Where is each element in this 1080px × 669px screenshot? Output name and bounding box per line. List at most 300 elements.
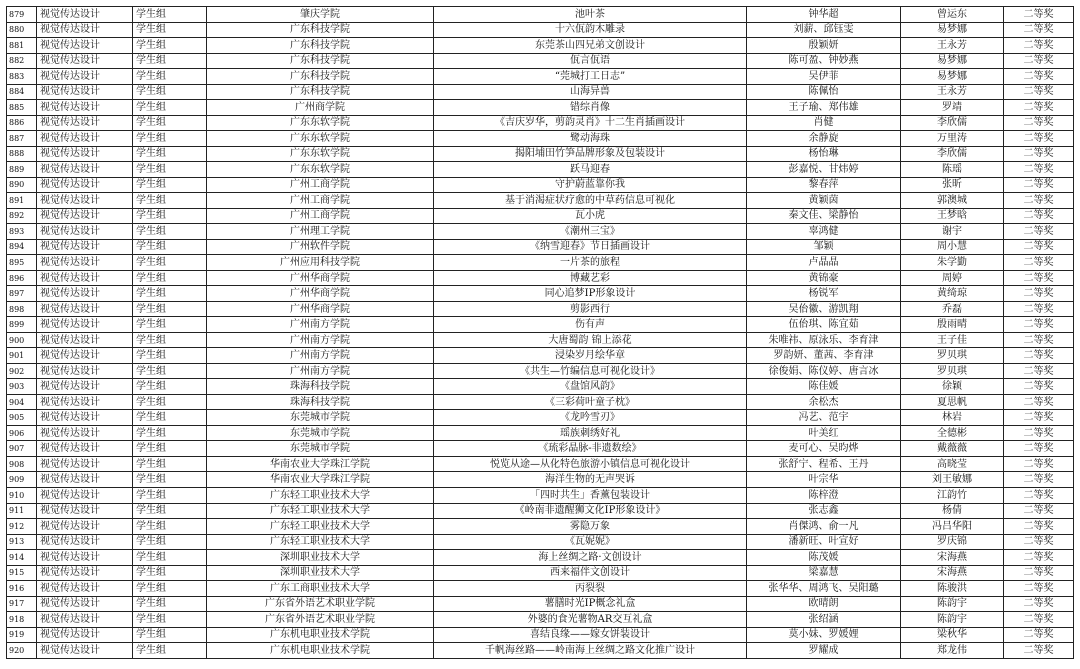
category-cell: 视觉传达设计 [37, 363, 133, 379]
row-number: 903 [7, 379, 37, 395]
advisor-cell: 夏思帆 [901, 394, 1004, 410]
work-title-cell: 守护蔚蓝靠你我 [434, 177, 747, 193]
authors-cell: 邹颖 [747, 239, 901, 255]
group-cell: 学生组 [133, 348, 207, 364]
group-cell: 学生组 [133, 208, 207, 224]
row-number: 886 [7, 115, 37, 131]
work-title-cell: 跃马迎春 [434, 162, 747, 178]
category-cell: 视觉传达设计 [37, 69, 133, 85]
table-row [7, 519, 1074, 535]
category-cell: 视觉传达设计 [37, 208, 133, 224]
row-number: 914 [7, 550, 37, 566]
authors-cell: 肖健 [747, 115, 901, 131]
school-cell: 广东机电职业技术学院 [207, 627, 434, 643]
school-cell: 广州华商学院 [207, 286, 434, 302]
group-cell: 学生组 [133, 255, 207, 271]
row-number: 889 [7, 162, 37, 178]
row-number: 890 [7, 177, 37, 193]
advisor-cell: 王子佳 [901, 332, 1004, 348]
group-cell: 学生组 [133, 550, 207, 566]
advisor-cell: 黄绮琼 [901, 286, 1004, 302]
advisor-cell: 宋海燕 [901, 565, 1004, 581]
table-row [7, 301, 1074, 317]
award-cell: 二等奖 [1004, 456, 1074, 472]
group-cell: 学生组 [133, 487, 207, 503]
work-title-cell: 鹭动海珠 [434, 131, 747, 147]
category-cell: 视觉传达设计 [37, 643, 133, 659]
table-row [7, 612, 1074, 628]
award-cell: 二等奖 [1004, 410, 1074, 426]
group-cell: 学生组 [133, 7, 207, 23]
award-cell: 二等奖 [1004, 193, 1074, 209]
award-cell: 二等奖 [1004, 100, 1074, 116]
group-cell: 学生组 [133, 363, 207, 379]
authors-cell: 王子瑜、郑伟雄 [747, 100, 901, 116]
work-title-cell: 佤言佤语 [434, 53, 747, 69]
authors-cell: 杨怡琳 [747, 146, 901, 162]
category-cell: 视觉传达设计 [37, 317, 133, 333]
row-number: 912 [7, 519, 37, 535]
advisor-cell: 王梦晗 [901, 208, 1004, 224]
table-row [7, 379, 1074, 395]
table-row [7, 317, 1074, 333]
school-cell: 深圳职业技术大学 [207, 565, 434, 581]
school-cell: 广东东软学院 [207, 146, 434, 162]
advisor-cell: 郭澳城 [901, 193, 1004, 209]
award-cell: 二等奖 [1004, 224, 1074, 240]
work-title-cell: 《岭南非遗醒狮文化IP形象设计》 [434, 503, 747, 519]
work-title-cell: 错综肖像 [434, 100, 747, 116]
category-cell: 视觉传达设计 [37, 7, 133, 23]
table-row [7, 115, 1074, 131]
school-cell: 广州理工学院 [207, 224, 434, 240]
table-row [7, 255, 1074, 271]
school-cell: 广州工商学院 [207, 193, 434, 209]
school-cell: 广东科技学院 [207, 53, 434, 69]
group-cell: 学生组 [133, 286, 207, 302]
authors-cell: 殷颖妍 [747, 38, 901, 54]
work-title-cell: 山海异兽 [434, 84, 747, 100]
authors-cell: 张志鑫 [747, 503, 901, 519]
group-cell: 学生组 [133, 581, 207, 597]
school-cell: 广州商学院 [207, 100, 434, 116]
table-row [7, 100, 1074, 116]
award-cell: 二等奖 [1004, 84, 1074, 100]
row-number: 915 [7, 565, 37, 581]
table-row [7, 565, 1074, 581]
advisor-cell: 谢宇 [901, 224, 1004, 240]
awards-table-wrap [6, 6, 1074, 659]
award-cell: 二等奖 [1004, 38, 1074, 54]
school-cell: 广东科技学院 [207, 69, 434, 85]
authors-cell: 陈茂媛 [747, 550, 901, 566]
advisor-cell: 林岩 [901, 410, 1004, 426]
work-title-cell: 悦览从途—从化特色旅游小镇信息可视化设计 [434, 456, 747, 472]
authors-cell: 秦文佳、梁静怡 [747, 208, 901, 224]
group-cell: 学生组 [133, 22, 207, 38]
school-cell: 广东轻工职业技术大学 [207, 519, 434, 535]
group-cell: 学生组 [133, 38, 207, 54]
award-cell: 二等奖 [1004, 425, 1074, 441]
authors-cell: 张舒宁、程希、王丹 [747, 456, 901, 472]
row-number: 900 [7, 332, 37, 348]
group-cell: 学生组 [133, 441, 207, 457]
school-cell: 广州软件学院 [207, 239, 434, 255]
school-cell: 广东科技学院 [207, 84, 434, 100]
advisor-cell: 刘王敏娜 [901, 472, 1004, 488]
advisor-cell: 李欣儒 [901, 146, 1004, 162]
authors-cell: 黎春萍 [747, 177, 901, 193]
group-cell: 学生组 [133, 53, 207, 69]
category-cell: 视觉传达设计 [37, 38, 133, 54]
work-title-cell: 基于消渴症状疗愈的中草药信息可视化 [434, 193, 747, 209]
award-cell: 二等奖 [1004, 146, 1074, 162]
work-title-cell: 《盘馆风韵》 [434, 379, 747, 395]
school-cell: 广东省外语艺术职业学院 [207, 596, 434, 612]
school-cell: 广东省外语艺术职业学院 [207, 612, 434, 628]
group-cell: 学生组 [133, 425, 207, 441]
row-number: 880 [7, 22, 37, 38]
authors-cell: 冯艺、范宇 [747, 410, 901, 426]
work-title-cell: 十六佤韵木雕录 [434, 22, 747, 38]
category-cell: 视觉传达设计 [37, 379, 133, 395]
group-cell: 学生组 [133, 317, 207, 333]
category-cell: 视觉传达设计 [37, 332, 133, 348]
school-cell: 珠海科技学院 [207, 379, 434, 395]
work-title-cell: 同心追梦IP形象设计 [434, 286, 747, 302]
authors-cell: 叶宗华 [747, 472, 901, 488]
table-row [7, 596, 1074, 612]
school-cell: 广州南方学院 [207, 363, 434, 379]
authors-cell: 黄锦豪 [747, 270, 901, 286]
category-cell: 视觉传达设计 [37, 270, 133, 286]
school-cell: 东莞城市学院 [207, 425, 434, 441]
school-cell: 广州工商学院 [207, 177, 434, 193]
table-row [7, 348, 1074, 364]
row-number: 919 [7, 627, 37, 643]
authors-cell: 梁嘉慧 [747, 565, 901, 581]
row-number: 882 [7, 53, 37, 69]
work-title-cell: 大唐蜀韵 锦上添花 [434, 332, 747, 348]
group-cell: 学生组 [133, 146, 207, 162]
table-row [7, 534, 1074, 550]
award-cell: 二等奖 [1004, 22, 1074, 38]
group-cell: 学生组 [133, 100, 207, 116]
category-cell: 视觉传达设计 [37, 255, 133, 271]
work-title-cell: 瓦小虎 [434, 208, 747, 224]
work-title-cell: 《三彩荷叶童子枕》 [434, 394, 747, 410]
table-row [7, 581, 1074, 597]
authors-cell: 徐俊娟、陈仪婷、唐言冰 [747, 363, 901, 379]
category-cell: 视觉传达设计 [37, 596, 133, 612]
award-cell: 二等奖 [1004, 301, 1074, 317]
group-cell: 学生组 [133, 643, 207, 659]
row-number: 881 [7, 38, 37, 54]
advisor-cell: 冯吕华阳 [901, 519, 1004, 535]
table-row [7, 38, 1074, 54]
group-cell: 学生组 [133, 131, 207, 147]
award-cell: 二等奖 [1004, 348, 1074, 364]
authors-cell: 麦可心、吴昀烨 [747, 441, 901, 457]
group-cell: 学生组 [133, 69, 207, 85]
row-number: 888 [7, 146, 37, 162]
group-cell: 学生组 [133, 239, 207, 255]
award-cell: 二等奖 [1004, 627, 1074, 643]
row-number: 904 [7, 394, 37, 410]
work-title-cell: 揭阳埔田竹笋品牌形象及包装设计 [434, 146, 747, 162]
authors-cell: 朱唯祎、原泳乐、李育津 [747, 332, 901, 348]
table-row [7, 425, 1074, 441]
group-cell: 学生组 [133, 456, 207, 472]
category-cell: 视觉传达设计 [37, 162, 133, 178]
row-number: 892 [7, 208, 37, 224]
advisor-cell: 宋海燕 [901, 550, 1004, 566]
table-row [7, 69, 1074, 85]
school-cell: 广州华商学院 [207, 270, 434, 286]
row-number: 885 [7, 100, 37, 116]
award-cell: 二等奖 [1004, 363, 1074, 379]
advisor-cell: 罗庆锦 [901, 534, 1004, 550]
authors-cell: 辜鸿健 [747, 224, 901, 240]
row-number: 913 [7, 534, 37, 550]
table-row [7, 286, 1074, 302]
award-cell: 二等奖 [1004, 286, 1074, 302]
table-row [7, 53, 1074, 69]
work-title-cell: 《琉彩晶脉-非遗数绘》 [434, 441, 747, 457]
table-row [7, 177, 1074, 193]
row-number: 910 [7, 487, 37, 503]
row-number: 879 [7, 7, 37, 23]
authors-cell: 潘新旺、叶宣好 [747, 534, 901, 550]
advisor-cell: 朱学勤 [901, 255, 1004, 271]
category-cell: 视觉传达设计 [37, 550, 133, 566]
advisor-cell: 王永芳 [901, 84, 1004, 100]
advisor-cell: 张昕 [901, 177, 1004, 193]
table-row [7, 131, 1074, 147]
award-cell: 二等奖 [1004, 612, 1074, 628]
category-cell: 视觉传达设计 [37, 565, 133, 581]
category-cell: 视觉传达设计 [37, 301, 133, 317]
group-cell: 学生组 [133, 193, 207, 209]
group-cell: 学生组 [133, 534, 207, 550]
group-cell: 学生组 [133, 472, 207, 488]
category-cell: 视觉传达设计 [37, 441, 133, 457]
category-cell: 视觉传达设计 [37, 286, 133, 302]
award-cell: 二等奖 [1004, 394, 1074, 410]
authors-cell: 张绍涵 [747, 612, 901, 628]
authors-cell: 余静旋 [747, 131, 901, 147]
category-cell: 视觉传达设计 [37, 519, 133, 535]
authors-cell: 吴伊菲 [747, 69, 901, 85]
work-title-cell: 西来福伴文创设计 [434, 565, 747, 581]
table-body [7, 7, 1074, 659]
school-cell: 广州工商学院 [207, 208, 434, 224]
award-cell: 二等奖 [1004, 270, 1074, 286]
school-cell: 广州南方学院 [207, 317, 434, 333]
row-number: 898 [7, 301, 37, 317]
work-title-cell: 外婆的食光薯物AR交互礼盒 [434, 612, 747, 628]
category-cell: 视觉传达设计 [37, 224, 133, 240]
table-row [7, 332, 1074, 348]
advisor-cell: 陈骏洪 [901, 581, 1004, 597]
row-number: 907 [7, 441, 37, 457]
work-title-cell: 丙裂裂 [434, 581, 747, 597]
advisor-cell: 曾运东 [901, 7, 1004, 23]
award-cell: 二等奖 [1004, 550, 1074, 566]
advisor-cell: 乔磊 [901, 301, 1004, 317]
work-title-cell: 《共生—竹编信息可视化设计》 [434, 363, 747, 379]
school-cell: 广东轻工职业技术大学 [207, 487, 434, 503]
group-cell: 学生组 [133, 332, 207, 348]
advisor-cell: 罗贝琪 [901, 363, 1004, 379]
group-cell: 学生组 [133, 596, 207, 612]
table-row [7, 643, 1074, 659]
advisor-cell: 罗贝琪 [901, 348, 1004, 364]
advisor-cell: 易梦娜 [901, 53, 1004, 69]
table-row [7, 394, 1074, 410]
row-number: 891 [7, 193, 37, 209]
school-cell: 广州南方学院 [207, 332, 434, 348]
school-cell: 广东东软学院 [207, 131, 434, 147]
category-cell: 视觉传达设计 [37, 22, 133, 38]
school-cell: 广东科技学院 [207, 22, 434, 38]
school-cell: 广东工商职业技术大学 [207, 581, 434, 597]
work-title-cell: 瑶族刺绣好礼 [434, 425, 747, 441]
work-title-cell: 《吉庆岁华，剪韵灵肖》十二生肖插画设计 [434, 115, 747, 131]
table-row [7, 627, 1074, 643]
group-cell: 学生组 [133, 224, 207, 240]
authors-cell: 陈可盈、钟妙燕 [747, 53, 901, 69]
advisor-cell: 罗靖 [901, 100, 1004, 116]
category-cell: 视觉传达设计 [37, 534, 133, 550]
advisor-cell: 陈韵宇 [901, 596, 1004, 612]
work-title-cell: 海洋生物的无声哭诉 [434, 472, 747, 488]
table-row [7, 146, 1074, 162]
table-row [7, 363, 1074, 379]
authors-cell: 钟华超 [747, 7, 901, 23]
school-cell: 深圳职业技术大学 [207, 550, 434, 566]
authors-cell: 罗耀成 [747, 643, 901, 659]
authors-cell: 陈佩怡 [747, 84, 901, 100]
authors-cell: 杨锐军 [747, 286, 901, 302]
advisor-cell: 陈瑶 [901, 162, 1004, 178]
group-cell: 学生组 [133, 394, 207, 410]
school-cell: 广东东软学院 [207, 162, 434, 178]
row-number: 894 [7, 239, 37, 255]
group-cell: 学生组 [133, 627, 207, 643]
award-cell: 二等奖 [1004, 53, 1074, 69]
advisor-cell: 易梦娜 [901, 69, 1004, 85]
table-row [7, 503, 1074, 519]
row-number: 917 [7, 596, 37, 612]
table-row [7, 441, 1074, 457]
category-cell: 视觉传达设计 [37, 394, 133, 410]
row-number: 918 [7, 612, 37, 628]
award-cell: 二等奖 [1004, 581, 1074, 597]
category-cell: 视觉传达设计 [37, 627, 133, 643]
school-cell: 广州应用科技学院 [207, 255, 434, 271]
award-cell: 二等奖 [1004, 519, 1074, 535]
school-cell: 广东轻工职业技术大学 [207, 503, 434, 519]
group-cell: 学生组 [133, 379, 207, 395]
award-cell: 二等奖 [1004, 208, 1074, 224]
category-cell: 视觉传达设计 [37, 410, 133, 426]
advisor-cell: 郑龙伟 [901, 643, 1004, 659]
category-cell: 视觉传达设计 [37, 581, 133, 597]
table-row [7, 472, 1074, 488]
row-number: 902 [7, 363, 37, 379]
award-cell: 二等奖 [1004, 69, 1074, 85]
category-cell: 视觉传达设计 [37, 472, 133, 488]
category-cell: 视觉传达设计 [37, 100, 133, 116]
authors-cell: 刘薪、邱钰雯 [747, 22, 901, 38]
award-cell: 二等奖 [1004, 332, 1074, 348]
category-cell: 视觉传达设计 [37, 239, 133, 255]
work-title-cell: 东莞茶山四兄弟文创设计 [434, 38, 747, 54]
school-cell: 东莞城市学院 [207, 410, 434, 426]
award-cell: 二等奖 [1004, 131, 1074, 147]
work-title-cell: 「四时共生」香薰包装设计 [434, 487, 747, 503]
table-row [7, 239, 1074, 255]
school-cell: 华南农业大学珠江学院 [207, 456, 434, 472]
row-number: 911 [7, 503, 37, 519]
school-cell: 广东东软学院 [207, 115, 434, 131]
authors-cell: 张华华、周鸿飞、吴阳璐 [747, 581, 901, 597]
authors-cell: 陈佳媛 [747, 379, 901, 395]
row-number: 897 [7, 286, 37, 302]
row-number: 896 [7, 270, 37, 286]
work-title-cell: 喜结良缘——嫁女饼装设计 [434, 627, 747, 643]
group-cell: 学生组 [133, 519, 207, 535]
award-cell: 二等奖 [1004, 177, 1074, 193]
authors-cell: 彭嘉悦、甘炜婷 [747, 162, 901, 178]
award-cell: 二等奖 [1004, 239, 1074, 255]
school-cell: 广东轻工职业技术大学 [207, 534, 434, 550]
advisor-cell: 戴薇薇 [901, 441, 1004, 457]
table-row [7, 410, 1074, 426]
advisor-cell: 李欣儒 [901, 115, 1004, 131]
award-cell: 二等奖 [1004, 534, 1074, 550]
advisor-cell: 殷雨晴 [901, 317, 1004, 333]
group-cell: 学生组 [133, 565, 207, 581]
row-number: 899 [7, 317, 37, 333]
group-cell: 学生组 [133, 301, 207, 317]
award-cell: 二等奖 [1004, 317, 1074, 333]
category-cell: 视觉传达设计 [37, 84, 133, 100]
category-cell: 视觉传达设计 [37, 146, 133, 162]
work-title-cell: 海上丝绸之路·文创设计 [434, 550, 747, 566]
work-title-cell: 薯膳时光IP概念礼盒 [434, 596, 747, 612]
work-title-cell: “莞城打工日志” [434, 69, 747, 85]
group-cell: 学生组 [133, 410, 207, 426]
table-row [7, 550, 1074, 566]
advisor-cell: 江韵竹 [901, 487, 1004, 503]
row-number: 901 [7, 348, 37, 364]
category-cell: 视觉传达设计 [37, 456, 133, 472]
advisor-cell: 周婷 [901, 270, 1004, 286]
category-cell: 视觉传达设计 [37, 503, 133, 519]
award-cell: 二等奖 [1004, 7, 1074, 23]
row-number: 916 [7, 581, 37, 597]
advisor-cell: 易梦娜 [901, 22, 1004, 38]
category-cell: 视觉传达设计 [37, 115, 133, 131]
advisor-cell: 梁秋华 [901, 627, 1004, 643]
work-title-cell: 池叶茶 [434, 7, 747, 23]
work-title-cell: 雾隐万象 [434, 519, 747, 535]
advisor-cell: 杨倩 [901, 503, 1004, 519]
row-number: 906 [7, 425, 37, 441]
group-cell: 学生组 [133, 84, 207, 100]
